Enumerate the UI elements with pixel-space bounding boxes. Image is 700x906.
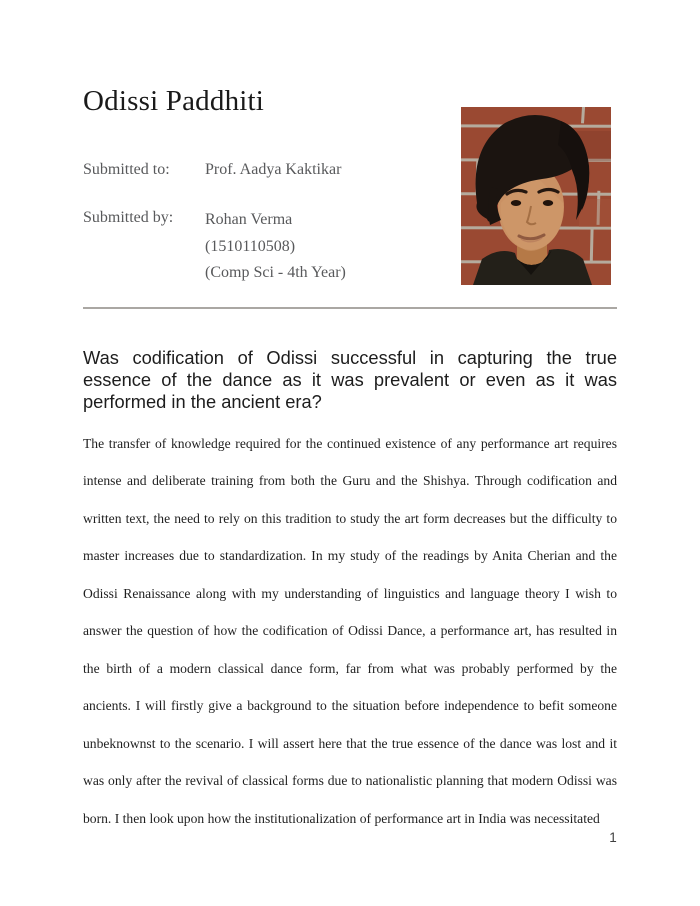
horizontal-divider [83, 307, 617, 309]
submitted-to-value: Prof. Aadya Kaktikar [205, 161, 342, 178]
submitted-by-name: Rohan Verma [205, 211, 293, 228]
question-heading: Was codification of Odissi successful in capturing the true essence of the dance as it was prevalent or even as it was performed in the ancient era? [83, 346, 617, 413]
student-portrait-photo [461, 107, 611, 285]
submitted-by-label: Submitted by: [83, 209, 174, 226]
submitted-to-label: Submitted to: [83, 161, 170, 178]
submitted-by-program: (Comp Sci - 4th Year) [205, 264, 346, 281]
body-paragraph: The transfer of knowledge required for the continued existence of any performance art requires intense and deliberate training from both the Guru and the Shishya. Through codification and written text, the need to rely on this tradition to study the art form decreases but the difficulty to master increases due to standardization. In my study of the readings by Anita Cherian and the Odissi Renaissance along with my understanding of linguistics and language theory I wish to answer the question of how the codification of Odissi Dance, a performance art, has resulted in the birth of a modern classical dance form, far from what was probably performed by the ancients. I will firstly give a background to the situation before independence to befit someone unbeknownst to the scenario. I will assert here that the true essence of the dance was lost and it was only after the revival of classical forms due to nationalistic planning that modern Odissi was born. I then look upon how the institutionalization of performance art in India was necessitated [83, 435, 617, 826]
page-title: Odissi Paddhiti [83, 85, 265, 117]
submitted-by-roll-number: (1510110508) [205, 237, 296, 255]
submitted-by-values [205, 207, 346, 287]
page-number: 1 [609, 830, 617, 845]
portrait-illustration [461, 107, 611, 285]
